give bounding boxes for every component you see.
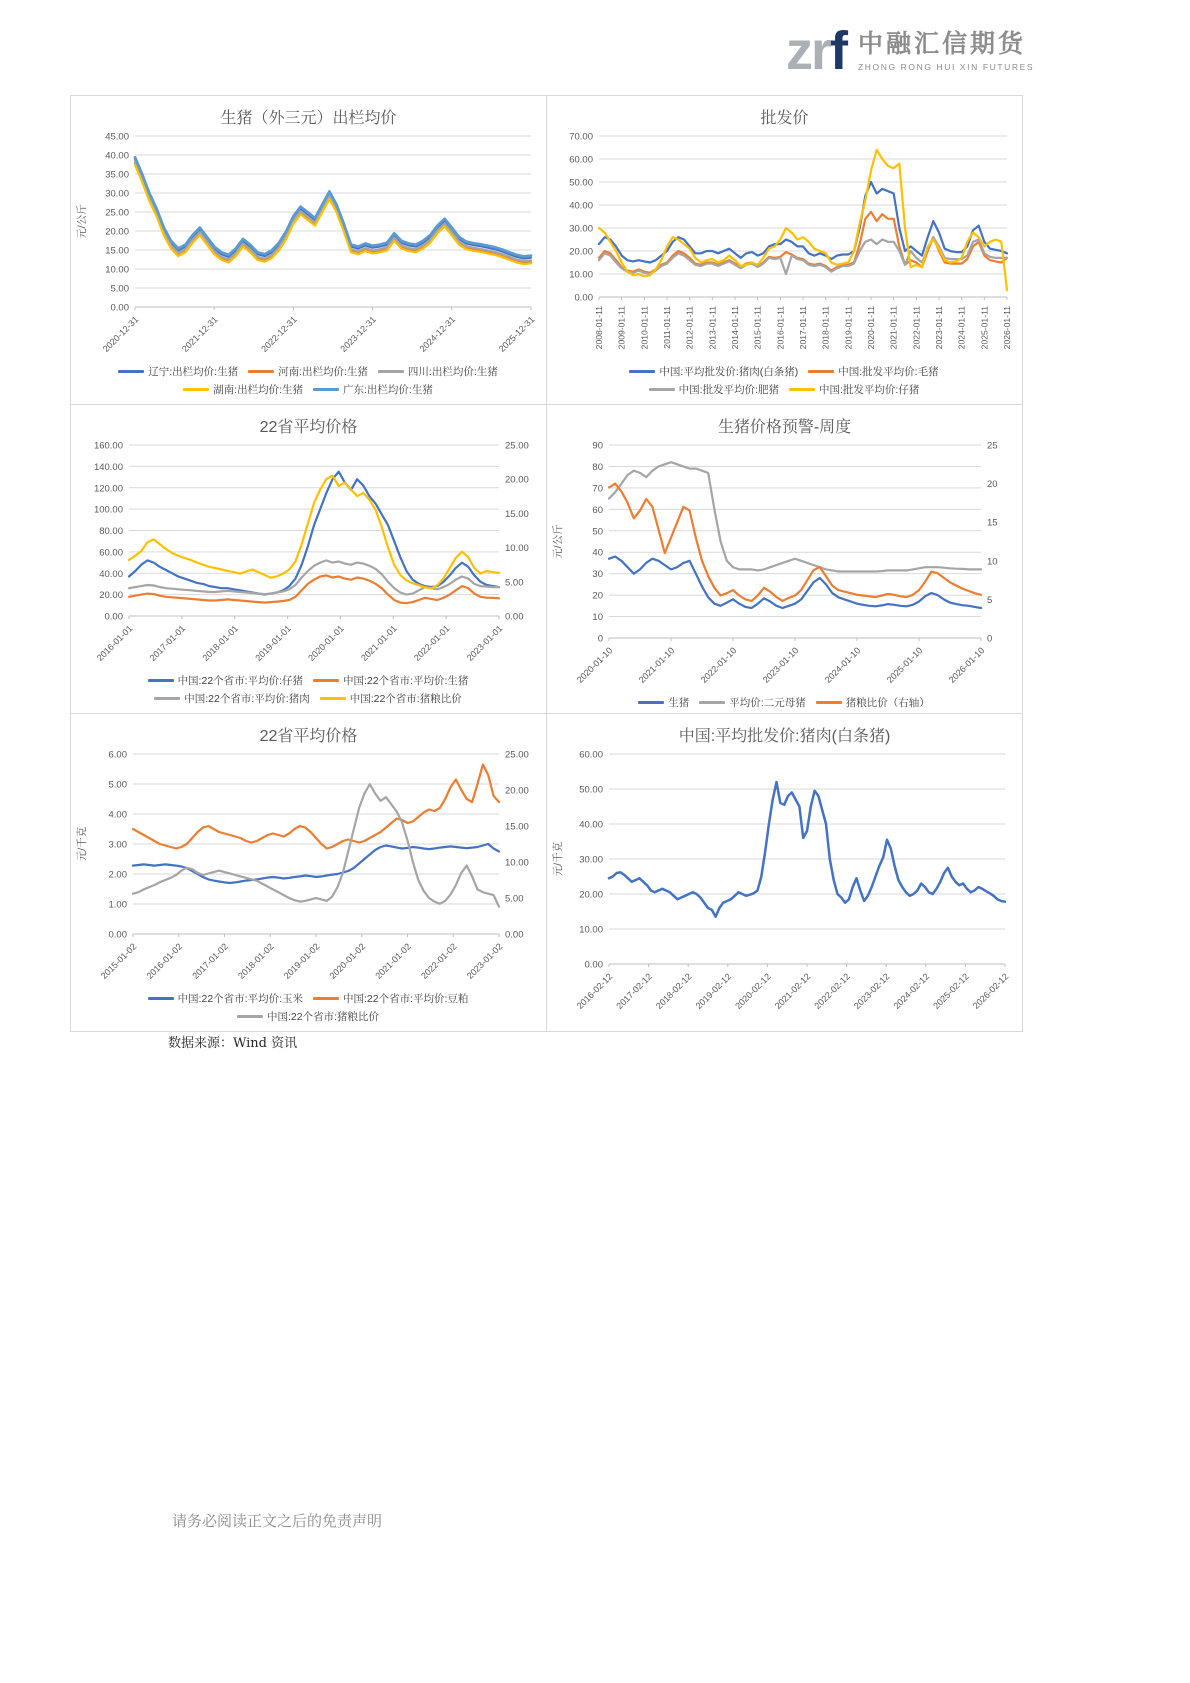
x-axis-tick: 2018-01-11	[820, 306, 831, 350]
x-axis-tick: 2018-01-01	[200, 623, 241, 663]
legend-label: 中国:22个省市:平均价:玉米	[177, 993, 303, 1005]
company-logo	[786, 21, 1035, 81]
legend-label: 中国:平均批发价:猪肉(白条猪)	[659, 366, 799, 378]
legend-label: 中国:批发平均价:肥猪	[678, 384, 779, 396]
x-axis-tick: 2026-02-12	[970, 971, 1011, 1011]
y-axis-tick: 20.00	[99, 590, 123, 602]
y-axis-tick: 0.00	[584, 959, 603, 971]
charts-grid	[70, 95, 1023, 1032]
legend-swatch	[816, 701, 842, 704]
legend-swatch	[649, 388, 675, 391]
legend-item	[629, 364, 798, 379]
y-axis-right-tick: 25.00	[505, 440, 529, 452]
chart-svg	[71, 437, 545, 668]
x-axis-tick: 2020-02-12	[733, 971, 773, 1011]
y-axis-tick: 50.00	[569, 177, 593, 189]
legend-swatch	[313, 679, 339, 682]
chart-title: 中国:平均批发价:猪肉(白条猪)	[678, 728, 891, 745]
series-line-猪粮比价（右轴）	[609, 484, 981, 601]
y-axis-right-tick: 5.00	[505, 893, 524, 905]
logo-f-text: f	[830, 21, 846, 81]
y-axis-tick: 40	[592, 547, 603, 559]
series-line-中国:平均批发价:猪肉(白条猪)	[609, 782, 1005, 917]
legend-swatch	[638, 701, 664, 704]
chart-svg	[547, 746, 1021, 1020]
x-axis-tick: 2021-01-02	[373, 941, 413, 981]
y-axis-tick: 25.00	[105, 207, 129, 219]
chart-panel-22-province-avg-price	[71, 405, 547, 714]
x-axis-tick: 2009-01-11	[616, 306, 627, 350]
chart-canvas-hog-price-warning-weekly	[547, 437, 1021, 710]
legend-item	[789, 382, 919, 397]
y-axis-tick: 10.00	[569, 269, 593, 281]
x-axis-tick: 2026-01-11	[1002, 306, 1012, 350]
legend-label: 平均价:二元母猪	[729, 697, 806, 709]
legend-label: 辽宁:出栏均价:生猪	[148, 366, 239, 378]
y-axis-tick: 160.00	[93, 440, 123, 452]
x-axis-tick: 2022-01-01	[411, 623, 452, 663]
y-axis-right-tick: 20.00	[505, 474, 529, 486]
legend-label: 中国:22个省市:平均价:猪肉	[184, 693, 310, 705]
logo-text-block	[858, 30, 1034, 72]
x-axis-tick: 2023-01-11	[934, 306, 944, 350]
legend-swatch	[118, 370, 144, 373]
x-axis-tick: 2011-01-11	[662, 306, 672, 349]
chart-canvas-22-province-feed-price	[71, 746, 545, 1024]
chart-canvas-22-province-avg-price	[71, 437, 545, 706]
y-axis-tick: 3.00	[108, 839, 127, 851]
y-axis-label: 元/千克	[552, 841, 564, 877]
series-line-中国:22个省市:平均价:玉米	[133, 844, 499, 883]
y-axis-tick: 6.00	[108, 749, 127, 761]
chart-svg	[547, 437, 1021, 690]
x-axis-tick: 2016-01-01	[94, 623, 135, 663]
legend-swatch	[629, 370, 655, 373]
legend-swatch	[313, 388, 339, 391]
y-axis-right-tick: 10.00	[505, 857, 529, 869]
x-axis-tick: 2023-01-02	[464, 941, 505, 981]
legend-swatch	[237, 1015, 263, 1018]
x-axis-tick: 2012-01-11	[684, 306, 695, 350]
legend-item	[313, 673, 468, 688]
chart-panel-china-pork-wholesale	[547, 714, 1023, 1032]
x-axis-tick: 2010-01-11	[639, 306, 650, 350]
disclaimer-note: 请务必阅读正文之后的免责声明	[172, 1512, 383, 1530]
y-axis-right-tick: 25	[987, 440, 998, 452]
legend-swatch	[183, 388, 209, 391]
y-axis-tick: 30	[592, 569, 603, 581]
y-axis-tick: 20	[592, 590, 603, 602]
x-axis-tick: 2023-12-31	[338, 314, 379, 354]
y-axis-tick: 80	[592, 461, 603, 473]
y-axis-right-tick: 15.00	[505, 508, 529, 520]
x-axis-tick: 2023-02-12	[851, 971, 892, 1011]
y-axis-tick: 40.00	[99, 568, 123, 580]
y-axis-tick: 10	[592, 612, 603, 624]
y-axis-tick: 100.00	[93, 504, 123, 516]
y-axis-tick: 140.00	[93, 461, 123, 473]
logo-company-name-cn: 中融汇信期货	[858, 30, 1027, 59]
series-line-中国:22个省市:平均价:仔猪	[129, 472, 499, 595]
y-axis-tick: 40.00	[579, 819, 603, 831]
x-axis-tick: 2023-01-10	[760, 645, 801, 685]
chart-title: 批发价	[760, 110, 809, 127]
x-axis-tick: 2021-01-10	[636, 645, 677, 685]
chart-canvas-wholesale-price	[547, 128, 1021, 397]
x-axis-tick: 2022-12-31	[259, 314, 299, 354]
y-axis-tick: 5.00	[108, 779, 127, 791]
y-axis-tick: 60.00	[569, 154, 593, 166]
legend-row	[649, 382, 920, 397]
y-axis-tick: 0.00	[104, 611, 123, 623]
legend-label: 中国:22个省市:平均价:生猪	[343, 675, 469, 687]
x-axis-tick: 2024-12-31	[417, 314, 458, 354]
y-axis-tick: 0.00	[110, 302, 129, 314]
y-axis-right-tick: 0.00	[505, 929, 524, 941]
y-axis-tick: 4.00	[108, 809, 127, 821]
legend-label: 中国:22个省市:平均价:豆粕	[343, 993, 469, 1005]
y-axis-tick: 40.00	[105, 150, 129, 162]
legend-item	[248, 364, 368, 379]
legend-item	[808, 364, 938, 379]
legend-label: 生猪	[668, 697, 690, 709]
logo-company-name-en: ZHONG RONG HUI XIN FUTURES	[858, 61, 1035, 72]
chart-svg	[71, 128, 545, 359]
chart-title: 生猪（外三元）出栏均价	[220, 110, 397, 127]
legend-item	[378, 364, 498, 379]
y-axis-tick: 45.00	[105, 131, 129, 143]
legend-swatch	[699, 701, 725, 704]
x-axis-tick: 2024-02-12	[891, 971, 932, 1011]
y-axis-tick: 80.00	[99, 526, 123, 537]
legend-row	[148, 673, 469, 688]
chart-title: 22省平均价格	[259, 419, 358, 436]
y-axis-tick: 70	[592, 483, 603, 495]
chart-legend	[547, 364, 1021, 397]
y-axis-tick: 120.00	[93, 483, 123, 495]
x-axis-tick: 2017-01-01	[147, 623, 188, 663]
legend-item	[638, 695, 689, 710]
legend-row	[237, 1009, 379, 1024]
legend-row	[629, 364, 938, 379]
series-line-四川:出栏均价:生猪	[135, 162, 531, 261]
y-axis-right-tick: 25.00	[505, 749, 529, 761]
chart-panel-hog-price-warning-weekly	[547, 405, 1023, 714]
legend-row	[154, 691, 461, 706]
legend-swatch	[313, 997, 339, 1000]
legend-swatch	[148, 997, 174, 1000]
y-axis-tick: 2.00	[108, 869, 127, 881]
x-axis-tick: 2025-01-11	[979, 306, 990, 350]
chart-canvas-hog-exfarm-price	[71, 128, 545, 397]
x-axis-tick: 2018-01-02	[236, 941, 276, 981]
y-axis-right-tick: 10	[987, 556, 998, 568]
x-axis-tick: 2025-02-12	[931, 971, 971, 1011]
y-axis-label: 元/千克	[76, 826, 88, 862]
legend-label: 中国:批发平均价:仔猪	[819, 384, 920, 396]
x-axis-tick: 2014-01-11	[730, 306, 740, 350]
y-axis-tick: 40.00	[569, 200, 593, 212]
x-axis-tick: 2021-01-01	[359, 623, 399, 663]
chart-legend	[547, 695, 1021, 710]
y-axis-tick: 60.00	[99, 547, 123, 559]
legend-row	[183, 382, 433, 397]
data-source-note: 数据来源：Wind 资讯	[168, 1036, 298, 1051]
chart-panel-wholesale-price	[547, 96, 1023, 405]
y-axis-tick: 20.00	[569, 246, 593, 258]
x-axis-tick: 2017-01-02	[190, 941, 230, 981]
x-axis-tick: 2017-01-11	[798, 306, 808, 350]
series-line-平均价:二元母猪	[609, 462, 981, 571]
logo-zr-text: zr	[786, 21, 831, 81]
x-axis-tick: 2020-01-10	[574, 645, 615, 685]
y-axis-label: 元/公斤	[552, 524, 564, 559]
legend-item	[154, 691, 309, 706]
x-axis-tick: 2016-02-12	[574, 971, 615, 1011]
y-axis-tick: 15.00	[105, 245, 129, 257]
x-axis-tick: 2021-01-11	[888, 306, 899, 350]
x-axis-tick: 2016-01-02	[144, 941, 185, 981]
x-axis-tick: 2019-01-02	[281, 941, 322, 981]
legend-label: 中国:22个省市:平均价:仔猪	[177, 675, 303, 687]
x-axis-tick: 2022-02-12	[812, 971, 853, 1011]
y-axis-right-tick: 5	[987, 594, 993, 606]
legend-item	[118, 364, 238, 379]
y-axis-tick: 0.00	[108, 929, 127, 941]
y-axis-tick: 35.00	[105, 169, 129, 181]
legend-item	[649, 382, 779, 397]
legend-swatch	[248, 370, 274, 373]
x-axis-tick: 2022-01-10	[698, 645, 739, 685]
y-axis-label: 元/公斤	[76, 204, 88, 239]
legend-item	[699, 695, 805, 710]
x-axis-tick: 2026-01-10	[946, 645, 987, 685]
y-axis-tick: 30.00	[105, 188, 129, 200]
series-line-中国:批发平均价:仔猪	[599, 150, 1007, 290]
x-axis-tick: 2024-01-11	[956, 306, 967, 350]
x-axis-tick: 2020-12-31	[100, 314, 141, 354]
legend-item	[816, 695, 930, 710]
x-axis-tick: 2025-12-31	[496, 314, 537, 354]
y-axis-tick: 1.00	[108, 899, 127, 911]
chart-legend	[71, 673, 545, 706]
legend-label: 中国:22个省市:猪粮比价	[349, 693, 462, 705]
y-axis-right-tick: 5.00	[505, 577, 524, 589]
chart-panel-hog-exfarm-price	[71, 96, 547, 405]
chart-svg	[71, 746, 545, 986]
y-axis-right-tick: 15.00	[505, 821, 529, 833]
y-axis-tick: 60	[592, 504, 603, 516]
chart-title: 22省平均价格	[259, 728, 358, 745]
chart-panel-22-province-feed-price	[71, 714, 547, 1032]
x-axis-tick: 2008-01-11	[594, 306, 604, 350]
x-axis-tick: 2022-01-02	[419, 941, 459, 981]
x-axis-tick: 2025-01-10	[884, 645, 925, 685]
legend-item	[320, 691, 462, 706]
legend-swatch	[789, 388, 815, 391]
y-axis-tick: 5.00	[110, 283, 129, 295]
legend-item	[313, 991, 468, 1006]
y-axis-right-tick: 15	[987, 517, 998, 529]
x-axis-tick: 2017-02-12	[614, 971, 655, 1011]
y-axis-right-tick: 0	[987, 633, 993, 645]
legend-label: 广东:出栏均价:生猪	[343, 384, 433, 396]
y-axis-tick: 0	[597, 633, 603, 645]
y-axis-right-tick: 20	[987, 479, 998, 491]
legend-row	[118, 364, 498, 379]
y-axis-tick: 10.00	[105, 264, 129, 276]
y-axis-tick: 90	[592, 440, 603, 452]
legend-item	[148, 991, 303, 1006]
x-axis-tick: 2023-01-01	[464, 623, 505, 663]
x-axis-tick: 2020-01-02	[327, 941, 368, 981]
x-axis-tick: 2020-01-11	[866, 306, 876, 350]
chart-legend	[71, 364, 545, 397]
legend-label: 中国:22个省市:猪粮比价	[266, 1011, 379, 1023]
y-axis-tick: 20.00	[579, 889, 603, 901]
y-axis-tick: 30.00	[569, 223, 593, 235]
chart-canvas-china-pork-wholesale	[547, 746, 1021, 1025]
y-axis-tick: 0.00	[574, 292, 593, 304]
y-axis-tick: 50.00	[579, 784, 603, 796]
legend-label: 猪粮比价（右轴）	[845, 697, 930, 709]
x-axis-tick: 2015-01-02	[98, 941, 139, 981]
chart-legend	[71, 991, 545, 1024]
legend-item	[237, 1009, 379, 1024]
y-axis-tick: 20.00	[105, 226, 129, 238]
legend-swatch	[148, 679, 174, 682]
legend-row	[638, 695, 929, 710]
y-axis-tick: 50	[592, 526, 603, 538]
y-axis-tick: 30.00	[579, 854, 603, 866]
y-axis-right-tick: 10.00	[505, 543, 529, 555]
y-axis-right-tick: 20.00	[505, 785, 529, 797]
series-line-中国:平均批发价:猪肉(白条猪)	[599, 182, 1007, 263]
y-axis-right-tick: 0.00	[505, 611, 524, 623]
legend-label: 湖南:出栏均价:生猪	[213, 384, 303, 396]
legend-item	[148, 673, 303, 688]
legend-label: 四川:出栏均价:生猪	[407, 366, 498, 378]
series-line-中国:22个省市:平均价:豆粕	[133, 765, 499, 849]
legend-swatch	[378, 370, 404, 373]
x-axis-tick: 2019-01-11	[843, 306, 854, 350]
x-axis-tick: 2021-12-31	[179, 314, 220, 354]
x-axis-tick: 2019-02-12	[693, 971, 734, 1011]
legend-row	[148, 991, 469, 1006]
legend-swatch	[154, 697, 180, 700]
x-axis-tick: 2021-02-12	[772, 971, 813, 1011]
chart-svg	[547, 128, 1021, 359]
y-axis-tick: 10.00	[579, 924, 603, 936]
x-axis-tick: 2016-01-11	[775, 306, 786, 350]
x-axis-tick: 2022-01-11	[911, 306, 922, 350]
x-axis-tick: 2015-01-11	[752, 306, 763, 350]
y-axis-tick: 70.00	[569, 131, 593, 143]
legend-item	[313, 382, 433, 397]
series-line-中国:22个省市:猪粮比价	[129, 476, 499, 589]
chart-title: 生猪价格预警-周度	[717, 419, 852, 436]
x-axis-tick: 2013-01-11	[707, 306, 718, 350]
x-axis-tick: 2019-01-01	[253, 623, 293, 663]
x-axis-tick: 2020-01-01	[306, 623, 346, 663]
legend-swatch	[320, 697, 346, 700]
legend-label: 河南:出栏均价:生猪	[278, 366, 368, 378]
legend-label: 中国:批发平均价:毛猪	[838, 366, 939, 378]
legend-item	[183, 382, 303, 397]
logo-zrf-icon	[786, 21, 846, 81]
x-axis-tick: 2018-02-12	[653, 971, 694, 1011]
legend-swatch	[808, 370, 834, 373]
x-axis-tick: 2024-01-10	[822, 645, 863, 685]
y-axis-tick: 60.00	[579, 749, 603, 761]
